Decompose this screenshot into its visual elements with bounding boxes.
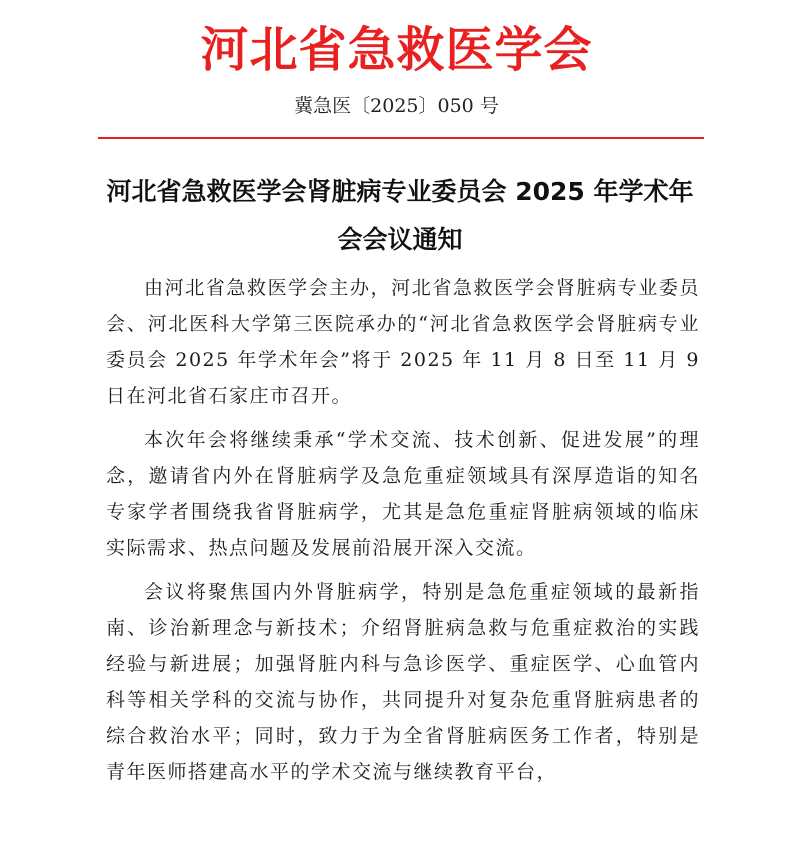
paragraph: 会议将聚焦国内外肾脏病学，特别是急危重症领域的最新指南、诊治新理念与新技术；介绍肾脏病急救与危重症救治的实践经验与新进展；加强肾脏内科与急诊医学、重症医学、心血管内科等相关学科的交流与协作，共同提升对复杂危重肾脏病患者的综合救治水平；同时，致力于为全省肾脏病医务工作者，特别是青年医师搭建高水平的学术交流与继续教育平台， bbox=[106, 581, 700, 783]
red-divider bbox=[98, 137, 704, 139]
document-number: 冀急医〔2025〕050 号 bbox=[294, 95, 499, 117]
notice-body bbox=[106, 270, 700, 798]
notice-title: 河北省急救医学会肾脏病专业委员会 2025 年学术年会会议通知 bbox=[106, 177, 694, 254]
org-title: 河北省急救医学会 bbox=[200, 22, 593, 78]
paragraph: 本次年会将继续秉承“学术交流、技术创新、促进发展”的理念，邀请省内外在肾脏病学及急危重症领域具有深厚造诣的知名专家学者围绕我省肾脏病学，尤其是急危重症肾脏病领域的临床实际需求、热点问题及发展前沿展开深入交流。 bbox=[106, 429, 700, 559]
paragraph: 由河北省急救医学会主办，河北省急救医学会肾脏病专业委员会、河北医科大学第三医院承办的“河北省急救医学会肾脏病专业委员会 2025 年学术年会”将于 2025 年 11 月 8 日至 11 月 9 日在河北省石家庄市召开。 bbox=[106, 277, 700, 407]
